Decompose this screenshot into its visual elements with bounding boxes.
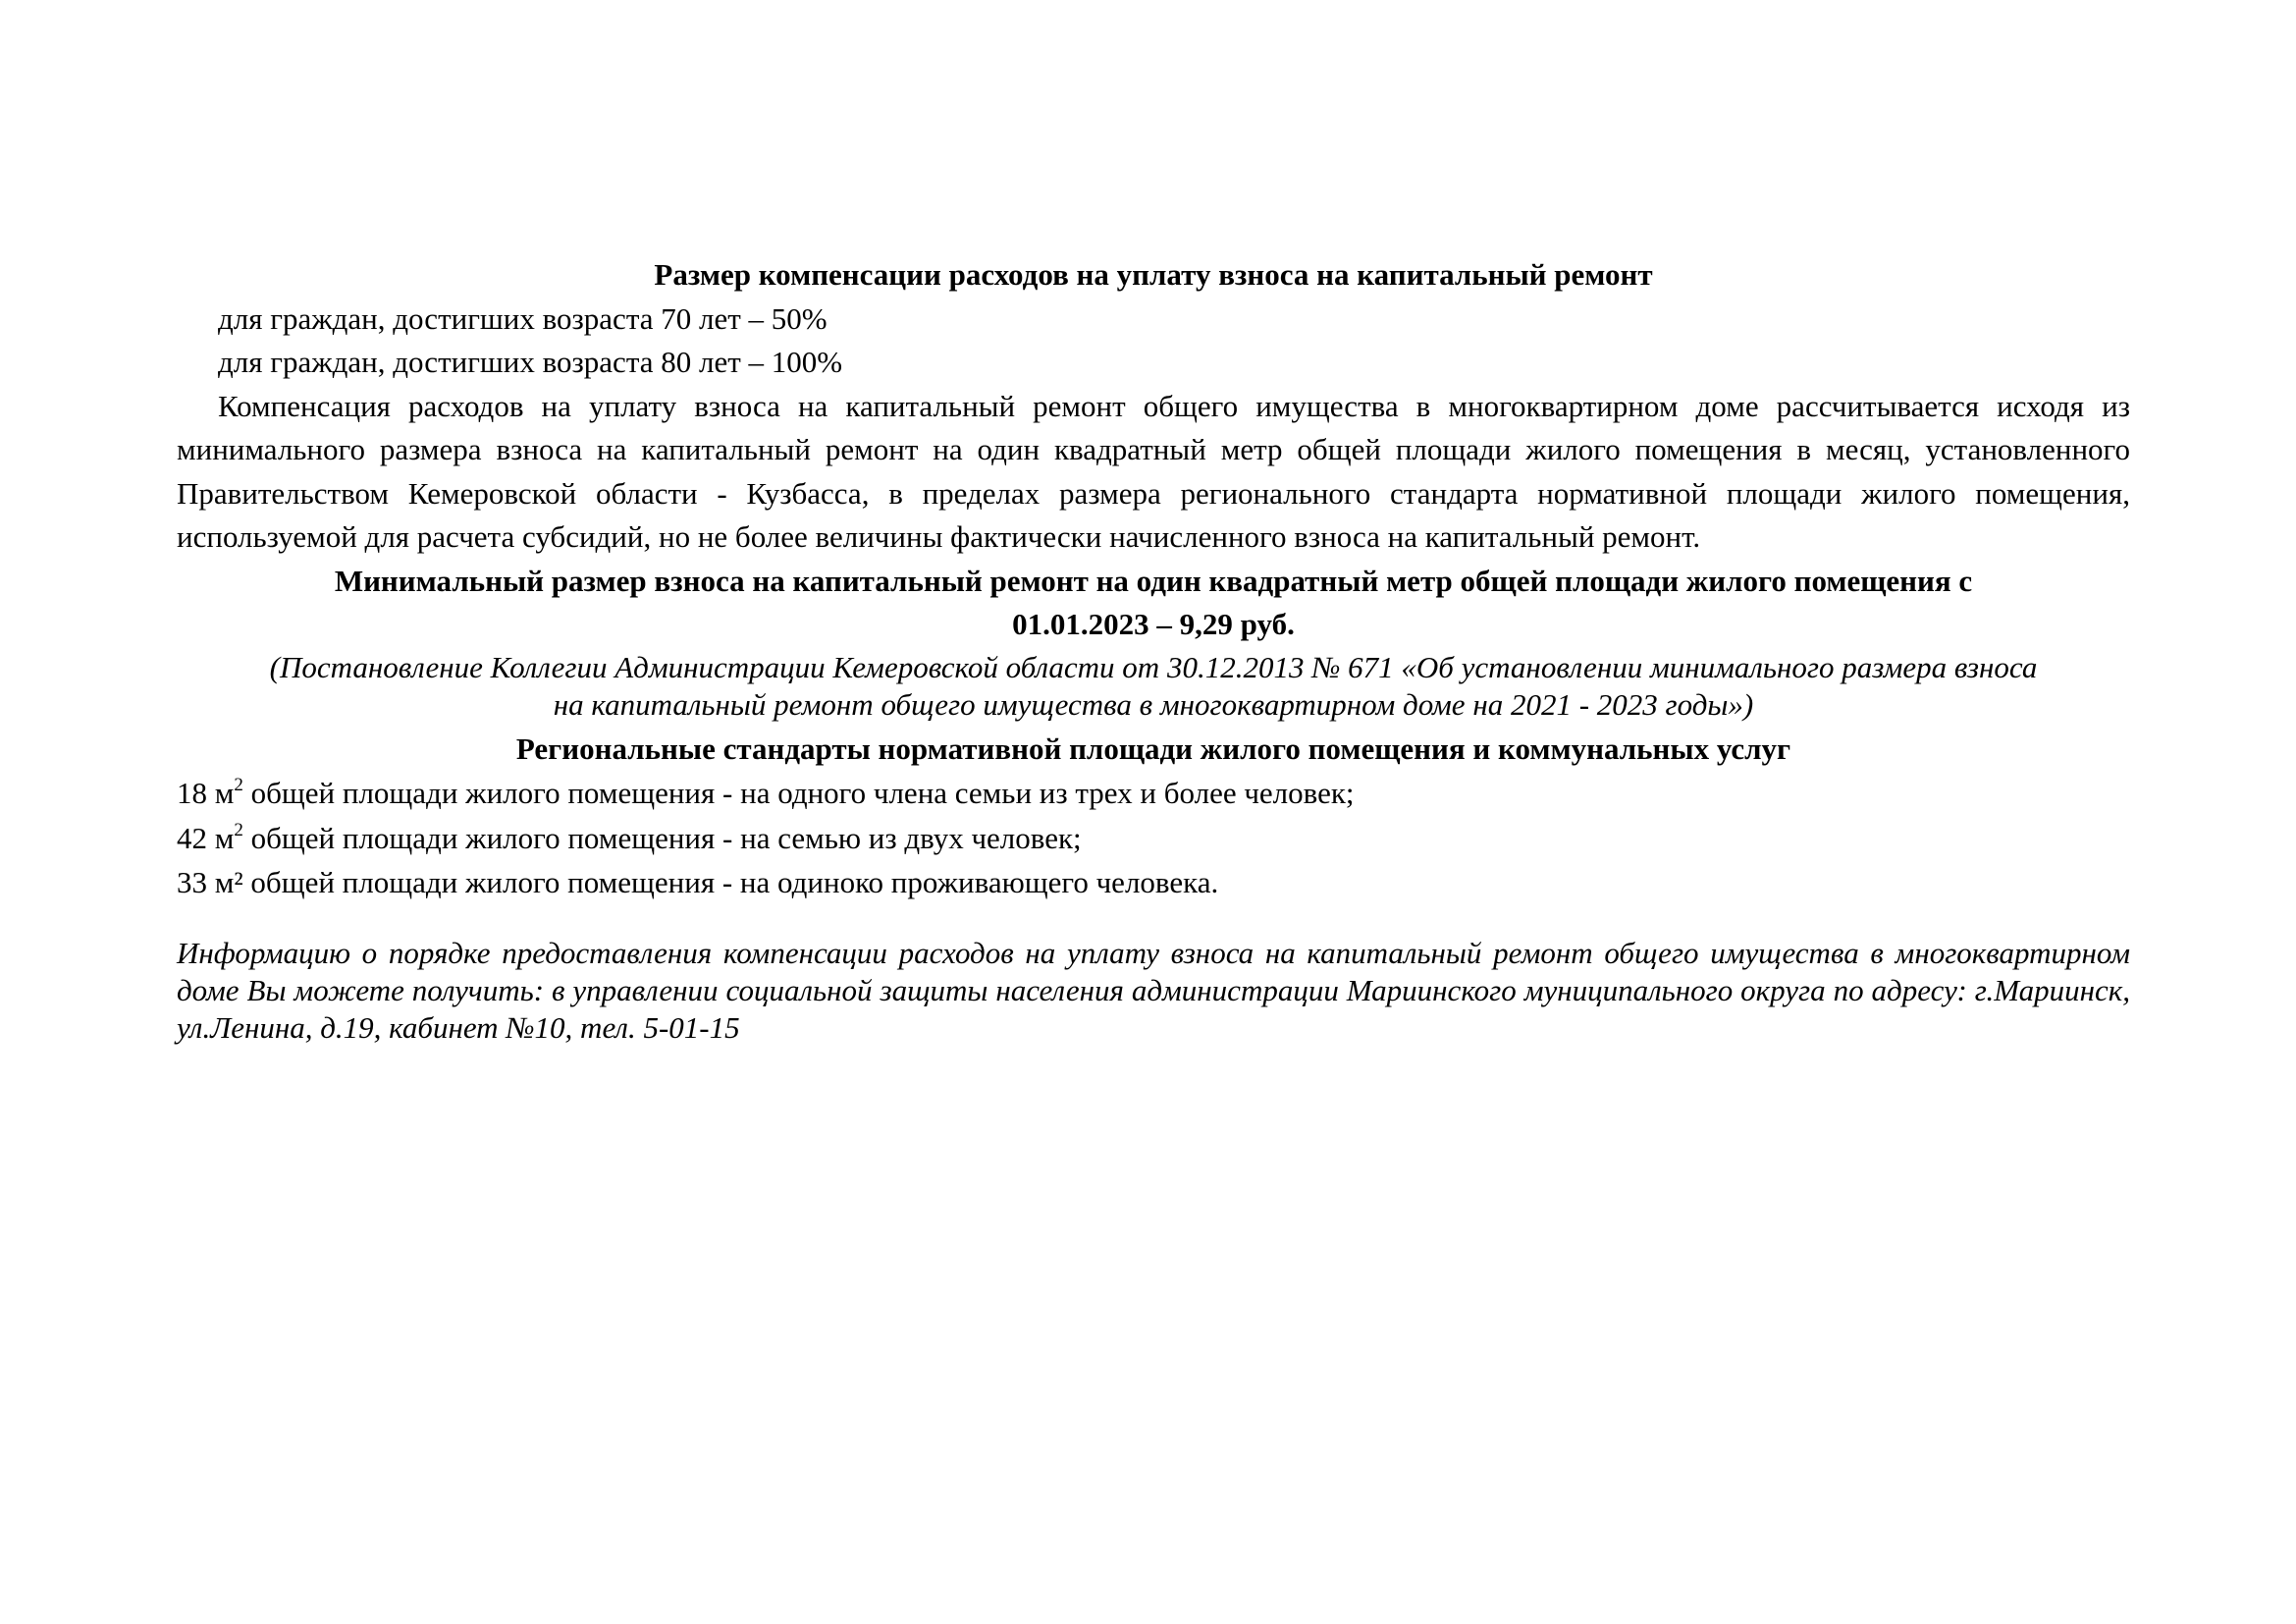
standard-text: общей площади жилого помещения - на семью из двух человек; (242, 820, 1082, 855)
min-fee-line-1: Минимальный размер взноса на капитальный ремонт на один квадратный метр общей площади жилого помещения с (334, 563, 1973, 598)
superscript: 2 (234, 775, 243, 795)
superscript: 2 (234, 819, 243, 840)
decree-reference (177, 649, 2130, 724)
decree-line-1: (Постановление Коллегии Администрации Кемеровской области от 30.12.2013 № 671 «Об установлении минимального размера взноса (269, 649, 2038, 684)
standard-amount: 42 м (177, 820, 235, 855)
heading: Размер компенсации расходов на уплату взноса на капитальный ремонт (654, 257, 1653, 292)
standard-amount: 33 м² (177, 865, 243, 899)
rate-70: для граждан, достигших возраста 70 лет – 50% (218, 300, 828, 336)
standards-title: Региональные стандарты нормативной площади жилого помещения и коммунальных услуг (515, 731, 1791, 766)
decree-line-2: на капитальный ремонт общего имущества в многоквартирном доме на 2021 - 2023 годы») (553, 686, 1754, 722)
compensation-paragraph: Компенсация расходов на уплату взноса на капитальный ремонт общего имущества в многоквартирном доме рассчитывается исходя из минимального размера взноса на капитальный ремонт на один квадратный метр общей площади жилого помещения в месяц, установленного Правительством Кемеровской области - Кузбасса, в пределах размера регионального стандарта нормативной площади жилого помещения, используемой для расчета субсидий, но не более величины фактически начисленного взноса на капитальный ремонт. (177, 388, 2130, 554)
standard-item-42 (177, 817, 2130, 861)
standard-item-18 (177, 772, 2130, 816)
standard-text: общей площади жилого помещения - на одного члена семьи из трех и более человек; (242, 776, 1355, 810)
rate-80: для граждан, достигших возраста 80 лет – 100% (218, 345, 843, 379)
standard-text: общей площади жилого помещения - на одиноко проживающего человека. (242, 865, 1219, 899)
document-page (177, 253, 2130, 1047)
min-fee-line-2: 01.01.2023 – 9,29 руб. (1012, 607, 1295, 641)
standard-amount: 18 м (177, 776, 235, 810)
info-paragraph: Информацию о порядке предоставления компенсации расходов на уплату взноса на капитальный ремонт общего имущества в многоквартирном доме Вы можете получить: в управлении социальной защиты населения администрации Мариинского муниципального округа по адресу: г.Мариинск, ул.Ленина, д.19, кабинет №10, тел. 5-01-15 (177, 935, 2130, 1045)
standard-item-33 (177, 861, 2130, 905)
